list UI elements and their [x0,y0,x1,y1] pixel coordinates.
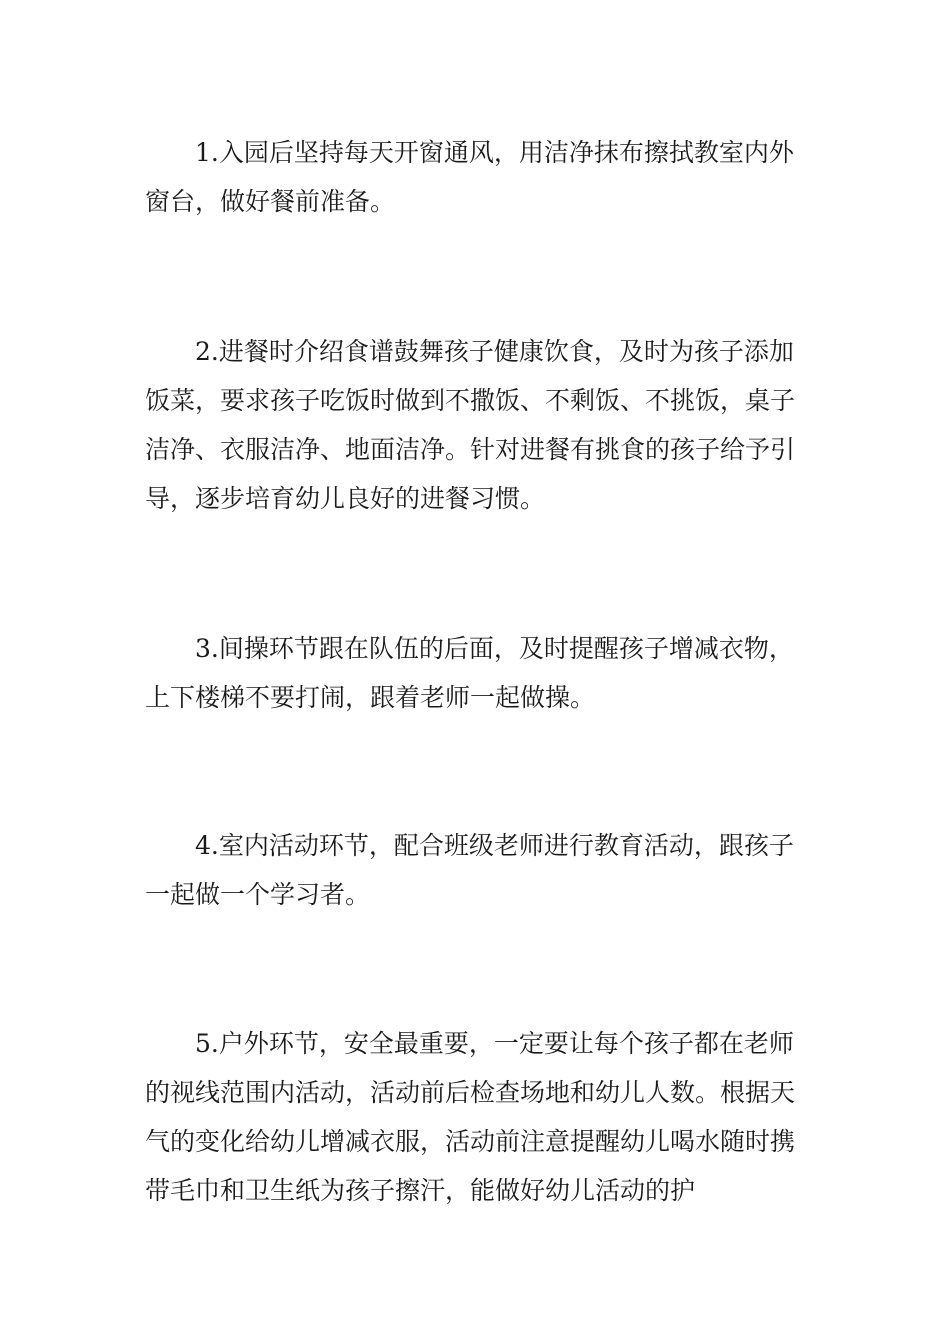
paragraph-3: 3.间操环节跟在队伍的后面，及时提醒孩子增减衣物，上下楼梯不要打闹，跟着老师一起做操。 [145,634,794,712]
paragraph-1: 1.入园后坚持每天开窗通风，用洁净抹布擦拭教室内外窗台，做好餐前准备。 [145,138,794,216]
paragraph-4: 4.室内活动环节，配合班级老师进行教育活动，跟孩子一起做一个学习者。 [145,831,794,909]
paragraph-2: 2.进餐时介绍食谱鼓舞孩子健康饮食，及时为孩子添加饭菜，要求孩子吃饭时做到不撒饭、不剩饭、不挑饭，桌子洁净、衣服洁净、地面洁净。针对进餐有挑食的孩子给予引导，逐步培育幼儿良好的进餐习惯。 [145,337,796,513]
paragraph-5: 5.户外环节，安全最重要，一定要让每个孩子都在老师的视线范围内活动，活动前后检查场地和幼儿人数。根据天气的变化给幼儿增减衣服，活动前注意提醒幼儿喝水随时携带毛巾和卫生纸为孩子擦汗，能做好幼儿活动的护 [145,1029,796,1205]
